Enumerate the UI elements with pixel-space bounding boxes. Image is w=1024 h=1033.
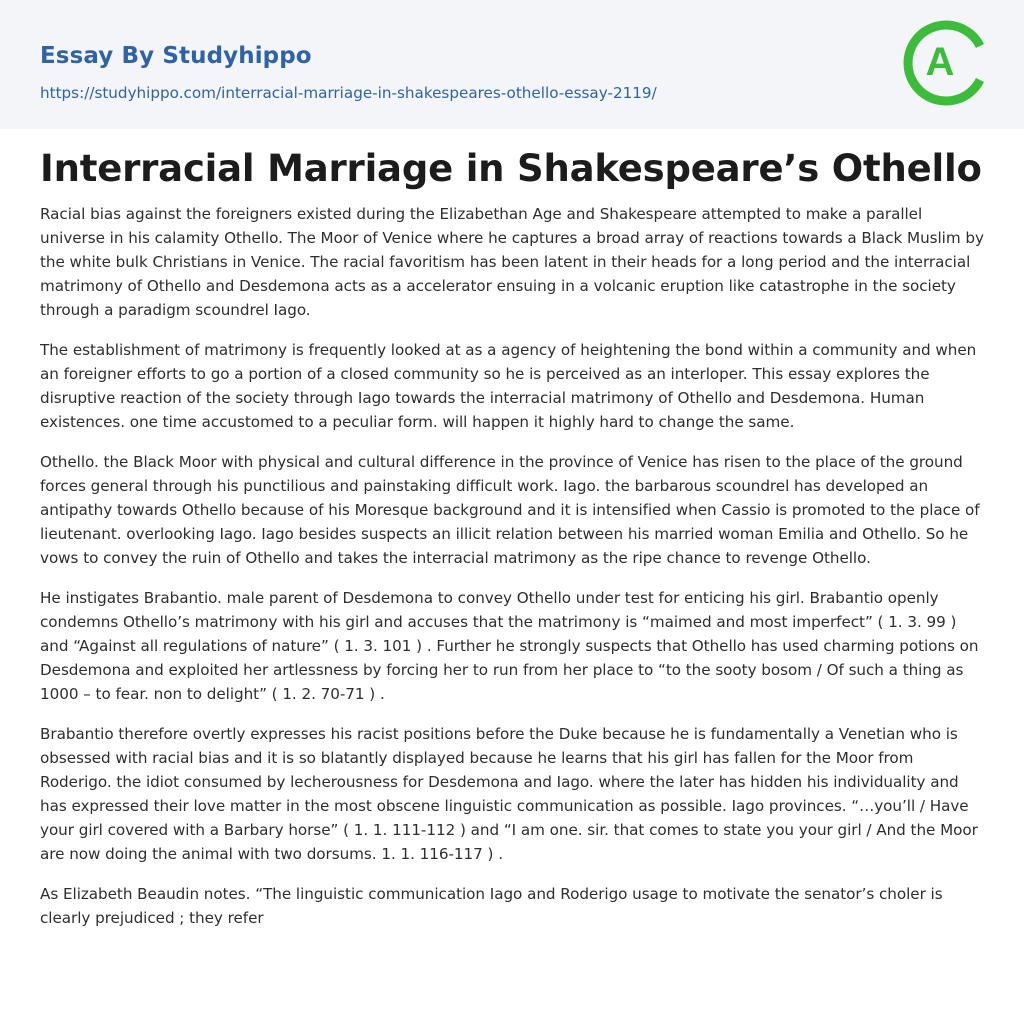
paragraph: The establishment of matrimony is frequently looked at as a agency of heightening the bond within a community and when an foreigner efforts to go a portion of a closed community so he is perceived as an interloper. This essay explores the disruptive reaction of the society through Iago towards the interracial matrimony of Othello and Desdemona. Human existences. one time accustomed to a peculiar form. will happen it highly hard to change the same. bbox=[40, 341, 977, 431]
essay-url-link[interactable]: https://studyhippo.com/interracial-marriage-in-shakespeares-othello-essay-2119/ bbox=[40, 84, 657, 102]
studyhippo-logo-icon[interactable] bbox=[900, 20, 986, 106]
site-header bbox=[0, 0, 1024, 129]
paragraph: He instigates Brabantio. male parent of Desdemona to convey Othello under test for enticing his girl. Brabantio openly condemns Othello’s matrimony with his girl and accuses that the matrimony is “maimed and most imperfect” ( 1. 3. 99 ) and “Against all regulations of nature” ( 1. 3. 101 ) . Further he strongly suspects that Othello has used charming potions on Desdemona and exploited her artlessness by forcing her to run from her place to “to the sooty bosom / Of such a thing as 1000 – to fear. non to delight” ( 1. 2. 70-71 ) . bbox=[40, 589, 979, 703]
logo-letter: A bbox=[925, 40, 955, 84]
paragraph: As Elizabeth Beaudin notes. “The linguistic communication Iago and Roderigo usage to motivate the senator’s choler is clearly prejudiced ; they refer bbox=[40, 885, 943, 927]
page-title: Interracial Marriage in Shakespeare’s Othello bbox=[40, 147, 982, 190]
paragraph: Brabantio therefore overtly expresses his racist positions before the Duke because he is fundamentally a Venetian who is obsessed with racial bias and it is so blatantly displayed because he learns that his girl has fallen for the Moor from Roderigo. the idiot consumed by lecherousness for Desdemona and Iago. where the later has hidden his individuality and has expressed their love matter in the most obscene linguistic communication as possible. Iago provinces. “…you’ll / Have your girl covered with a Barbary horse” ( 1. 1. 111-112 ) and “I am one. sir. that comes to state you your girl / And the Moor are now doing the animal with two dorsums. 1. 1. 116-117 ) . bbox=[40, 725, 978, 863]
paragraph: Racial bias against the foreigners existed during the Elizabethan Age and Shakespeare attempted to make a parallel universe in his calamity Othello. The Moor of Venice where he captures a broad array of reactions towards a Black Muslim by the white bulk Christians in Venice. The racial favoritism has been latent in their heads for a long period and the interracial matrimony of Othello and Desdemona acts as a accelerator ensuing in a volcanic eruption like catastrophe in the society through a paradigm scoundrel Iago. bbox=[40, 205, 984, 319]
site-brand[interactable]: Essay By Studyhippo bbox=[40, 43, 312, 69]
paragraph: Othello. the Black Moor with physical and cultural difference in the province of Venice has risen to the place of the ground forces general through his punctilious and painstaking difficult work. Iago. the barbarous scoundrel has developed an antipathy towards Othello because of his Moresque background and it is intensified when Cassio is promoted to the place of lieutenant. overlooking Iago. Iago besides suspects an illicit relation between his married woman Emilia and Othello. So he vows to convey the ruin of Othello and takes the interracial matrimony as the ripe chance to revenge Othello. bbox=[40, 453, 980, 567]
article bbox=[0, 149, 1024, 930]
